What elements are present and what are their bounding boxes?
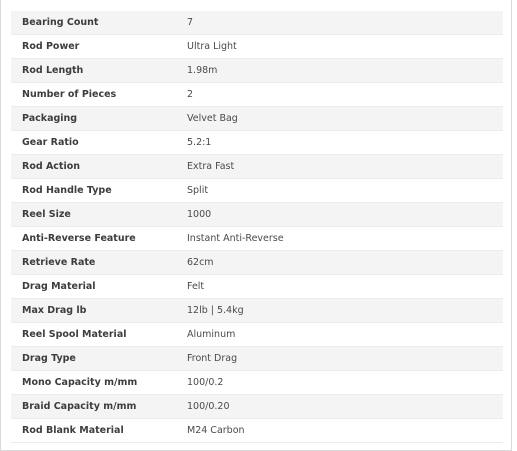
spec-row-number-of-pieces <box>11 83 503 107</box>
spec-label: Reel Spool Material <box>11 323 177 347</box>
spec-label: Braid Capacity m/mm <box>11 395 177 419</box>
spec-label: Reel Size <box>11 203 177 227</box>
spec-row-bearing-count <box>11 11 503 35</box>
spec-row-packaging <box>11 107 503 131</box>
spec-value: 1000 <box>177 203 503 227</box>
spec-label: Number of Pieces <box>11 83 177 107</box>
spec-row-rod-blank-material <box>11 419 503 443</box>
spec-value: Instant Anti-Reverse <box>177 227 503 251</box>
spec-value: Split <box>177 179 503 203</box>
spec-row-max-drag <box>11 299 503 323</box>
spec-value: 100/0.2 <box>177 371 503 395</box>
spec-row-reel-spool-material <box>11 323 503 347</box>
spec-value: Aluminum <box>177 323 503 347</box>
spec-label: Drag Type <box>11 347 177 371</box>
spec-label: Rod Action <box>11 155 177 179</box>
spec-row-rod-power <box>11 35 503 59</box>
spec-value: Extra Fast <box>177 155 503 179</box>
spec-label: Drag Material <box>11 275 177 299</box>
spec-value: 7 <box>177 11 503 35</box>
spec-label: Bearing Count <box>11 11 177 35</box>
spec-row-retrieve-rate <box>11 251 503 275</box>
spec-value: 100/0.20 <box>177 395 503 419</box>
spec-value: Felt <box>177 275 503 299</box>
spec-row-rod-action <box>11 155 503 179</box>
spec-row-rod-handle-type <box>11 179 503 203</box>
specifications-table <box>11 11 503 443</box>
spec-value: 5.2:1 <box>177 131 503 155</box>
spec-label: Rod Length <box>11 59 177 83</box>
spec-value: Velvet Bag <box>177 107 503 131</box>
spec-label: Rod Power <box>11 35 177 59</box>
spec-label: Gear Ratio <box>11 131 177 155</box>
spec-row-anti-reverse-feature <box>11 227 503 251</box>
spec-value: M24 Carbon <box>177 419 503 443</box>
spec-value: 1.98m <box>177 59 503 83</box>
spec-value: Ultra Light <box>177 35 503 59</box>
spec-row-braid-capacity <box>11 395 503 419</box>
spec-label: Packaging <box>11 107 177 131</box>
spec-row-gear-ratio <box>11 131 503 155</box>
spec-value: 12lb | 5.4kg <box>177 299 503 323</box>
spec-value: 62cm <box>177 251 503 275</box>
spec-row-drag-type <box>11 347 503 371</box>
spec-label: Rod Blank Material <box>11 419 177 443</box>
spec-label: Rod Handle Type <box>11 179 177 203</box>
spec-label: Retrieve Rate <box>11 251 177 275</box>
spec-row-reel-size <box>11 203 503 227</box>
spec-value: Front Drag <box>177 347 503 371</box>
spec-row-mono-capacity <box>11 371 503 395</box>
spec-value: 2 <box>177 83 503 107</box>
spec-label: Mono Capacity m/mm <box>11 371 177 395</box>
spec-label: Anti-Reverse Feature <box>11 227 177 251</box>
spec-label: Max Drag lb <box>11 299 177 323</box>
spec-row-rod-length <box>11 59 503 83</box>
spec-row-drag-material <box>11 275 503 299</box>
